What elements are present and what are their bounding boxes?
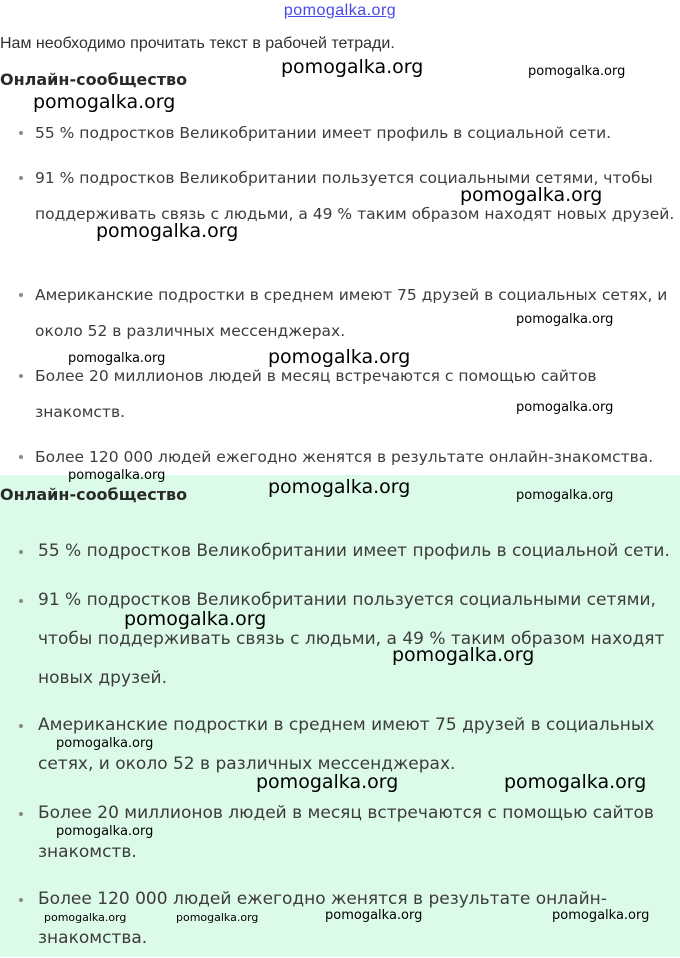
list-item-text: 55 % подростков Великобритании имеет профиль в социальной сети. (38, 541, 670, 561)
intro-text: Нам необходимо прочитать текст в рабочей тетради. (0, 35, 395, 52)
watermark: pomogalka.org (268, 476, 411, 498)
watermark: pomogalka.org (528, 64, 626, 79)
section1-title: Онлайн-сообщество (0, 70, 188, 89)
watermark: pomogalka.org (56, 736, 154, 751)
bullet-icon (19, 293, 23, 297)
list-item-text: Более 120 000 людей ежегодно женятся в результате онлайн-знакомства. (35, 448, 654, 466)
bullet-icon (19, 374, 23, 378)
bullet-icon (19, 131, 23, 135)
bullet-icon (19, 898, 23, 902)
list-item-text: Более 20 миллионов людей в месяц встречаются с помощью сайтов знакомств. (38, 803, 654, 862)
list-item-text: Американские подростки в среднем имеют 75 друзей в социальных сетях, и около 52 в различных мессенджерах. (35, 286, 668, 340)
watermark: pomogalka.org (33, 91, 176, 113)
watermark: pomogalka.org (256, 771, 399, 793)
watermark: pomogalka.org (68, 351, 166, 366)
list-item-text: 91 % подростков Великобритании пользуется социальными сетями, чтобы поддерживать связь с людьми, а 49 % таким образом находят новых друзей. (35, 169, 675, 223)
watermark: pomogalka.org (504, 771, 647, 793)
section2-title: Онлайн-сообщество (0, 485, 188, 504)
bullet-icon (19, 176, 23, 180)
watermark: pomogalka.org (44, 911, 127, 924)
watermark: pomogalka.org (325, 908, 423, 923)
watermark: pomogalka.org (176, 911, 259, 924)
list-item-text: 55 % подростков Великобритании имеет профиль в социальной сети. (35, 124, 612, 142)
bullet-icon (19, 455, 23, 459)
bullet-icon (19, 599, 23, 603)
watermark: pomogalka.org (516, 400, 614, 415)
watermark: pomogalka.org (516, 488, 614, 503)
watermark: pomogalka.org (552, 908, 650, 923)
watermark: pomogalka.org (268, 346, 411, 368)
list-item-text: Более 120 000 людей ежегодно женятся в результате онлайн-знакомства. (38, 889, 607, 948)
list-item-text: Более 20 миллионов людей в месяц встречаются с помощью сайтов знакомств. (35, 367, 597, 421)
watermark: pomogalka.org (68, 468, 166, 483)
watermark: pomogalka.org (392, 644, 535, 666)
watermark: pomogalka.org (516, 312, 614, 327)
list-item-text: 91 % подростков Великобритании пользуется социальными сетями, чтобы поддерживать связь с людьми, а 49 % таким образом находят новых друзей. (38, 590, 665, 688)
site-link[interactable]: pomogalka.org (283, 2, 397, 19)
watermark: pomogalka.org (124, 608, 267, 630)
bullet-icon (19, 724, 23, 728)
watermark: pomogalka.org (96, 220, 239, 242)
list-item-text: Американские подростки в среднем имеют 75 друзей в социальных сетях, и около 52 в различных мессенджерах. (38, 715, 655, 774)
bullet-icon (19, 812, 23, 816)
bullet-icon (19, 550, 23, 554)
watermark: pomogalka.org (281, 56, 424, 78)
watermark: pomogalka.org (56, 824, 154, 839)
watermark: pomogalka.org (460, 184, 603, 206)
